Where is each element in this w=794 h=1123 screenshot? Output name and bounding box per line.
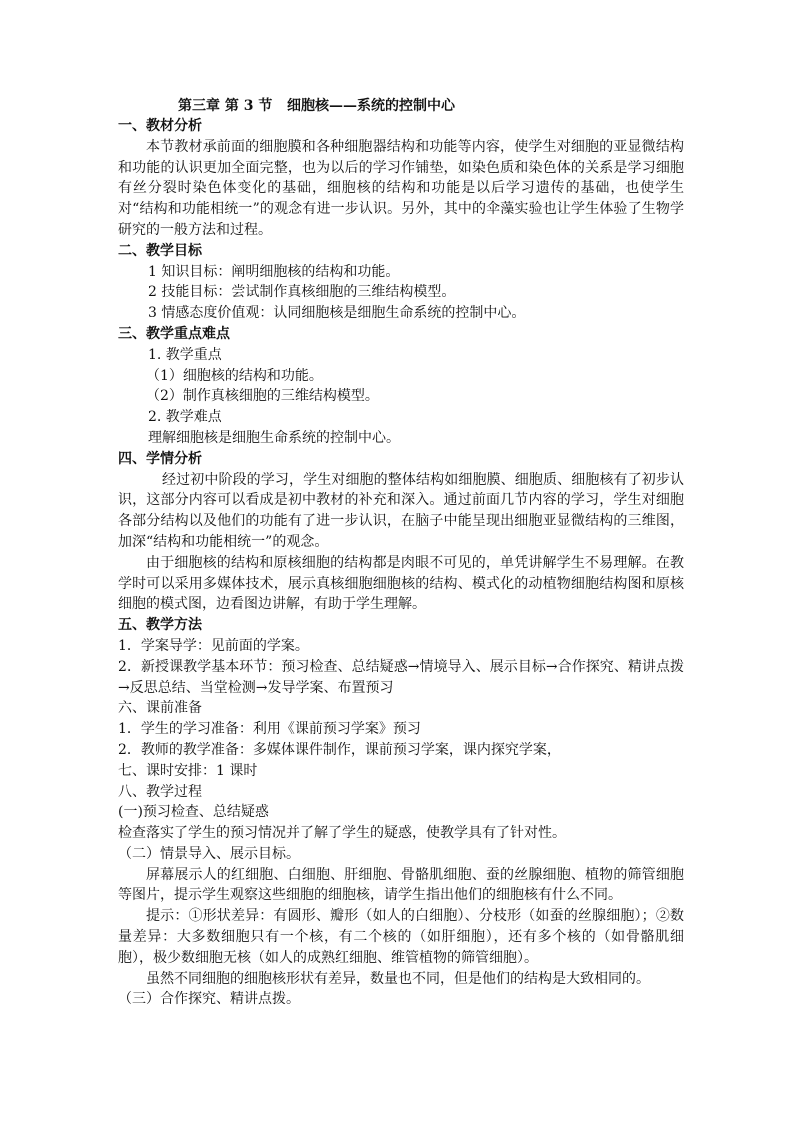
step2-label: （二）情景导入、展示目标。 (118, 845, 300, 862)
key-point-item-2: （2）制作真核细胞的三维结构模型。 (146, 388, 379, 405)
section-heading-preparation: 六、课前准备 (118, 700, 202, 717)
section-heading-schedule: 七、课时安排：1 课时 (118, 762, 258, 779)
difficulty-label: 2. 教学难点 (148, 409, 222, 426)
goal-item-attitude: 3 情感态度价值观：认同细胞核是细胞生命系统的控制中心。 (148, 305, 526, 322)
key-point-item-1: （1）细胞核的结构和功能。 (146, 367, 323, 384)
preparation-item-1: 1．学生的学习准备：利用《课前预习学案》预习 (118, 721, 421, 738)
goal-item-knowledge: 1 知识目标：阐明细胞核的结构和功能。 (148, 263, 400, 280)
step1-text: 检查落实了学生的预习情况并了解了学生的疑惑，使教学具有了针对性。 (118, 825, 566, 842)
section-heading-process: 八、教学过程 (118, 783, 202, 800)
section-heading-teaching-goals: 二、教学目标 (118, 242, 202, 259)
difficulty-text: 理解细胞核是细胞生命系统的控制中心。 (148, 429, 400, 446)
method-item-1: 1．学案导学：见前面的学案。 (118, 637, 309, 654)
key-points-label: 1. 教学重点 (148, 346, 222, 363)
step2-paragraph-2: 提示：①形状差异：有圆形、瓣形（如人的白细胞）、分枝形（如蚕的丝腺细胞）；②数量差异：大多数细胞只有一个核，有二个核的（如肝细胞），还有多个核的（如骨骼肌细胞），极少数细胞无核（如人的成熟红细胞、维管植物的筛管细胞）。 (118, 908, 684, 966)
section-heading-student-analysis: 四、学情分析 (118, 450, 202, 467)
textbook-analysis-paragraph: 本节教材承前面的细胞膜和各种细胞器结构和功能等内容，使学生对细胞的亚显微结构和功能的认识更加全面完整，也为以后的学习作铺垫，如染色质和染色体的关系是学习细胞有丝分裂时染色体变化的基础，细胞核的结构和功能是以后学习遗传的基础，也使学生对“结构和功能相统一”的观念有进一步认识。另外，其中的伞藻实验也让学生体验了生物学研究的一般方法和过程。 (118, 138, 684, 238)
step2-paragraph-1: 屏幕展示人的红细胞、白细胞、肝细胞、骨骼肌细胞、蚕的丝腺细胞、植物的筛管细胞等图片，提示学生观察这些细胞的细胞核，请学生指出他们的细胞核有什么不同。 (118, 866, 684, 904)
step1-label: (一)预习检查、总结疑惑 (118, 804, 269, 821)
document-page (118, 96, 684, 1010)
document-title: 第三章 第 3 节 细胞核——系统的控制中心 (178, 98, 455, 114)
student-analysis-paragraph-1: 经过初中阶段的学习，学生对细胞的整体结构如细胞膜、细胞质、细胞核有了初步认识，这部分内容可以看成是初中教材的补充和深入。通过前面几节内容的学习，学生对细胞各部分结构以及他们的功能有了进一步认识，在脑子中能呈现出细胞亚显微结构的三维图，加深“结构和功能相统一”的观念。 (118, 471, 684, 550)
step3-label: （三）合作探究、精讲点拨。 (118, 991, 300, 1008)
preparation-item-2: 2．教师的教学准备：多媒体课件制作，课前预习学案，课内探究学案， (118, 741, 561, 758)
section-heading-key-points: 三、教学重点难点 (118, 325, 230, 342)
section-heading-teaching-methods: 五、教学方法 (118, 617, 202, 634)
section-heading-textbook-analysis: 一、教材分析 (118, 118, 202, 134)
goal-item-skill: 2 技能目标：尝试制作真核细胞的三维结构模型。 (148, 284, 456, 301)
step2-paragraph-3: 虽然不同细胞的细胞核形状有差异，数量也不同，但是他们的结构是大致相同的。 (146, 970, 650, 987)
method-item-2: 2．新授课教学基本环节：预习检查、总结疑惑→情境导入、展示目标→合作探究、精讲点拨→反思总结、当堂检测→发导学案、布置预习 (118, 658, 684, 696)
student-analysis-paragraph-2: 由于细胞核的结构和原核细胞的结构都是肉眼不可见的，单凭讲解学生不易理解。在教学时可以采用多媒体技术，展示真核细胞细胞核的结构、模式化的动植物细胞结构图和原核细胞的模式图，边看图边讲解，有助于学生理解。 (118, 554, 684, 613)
